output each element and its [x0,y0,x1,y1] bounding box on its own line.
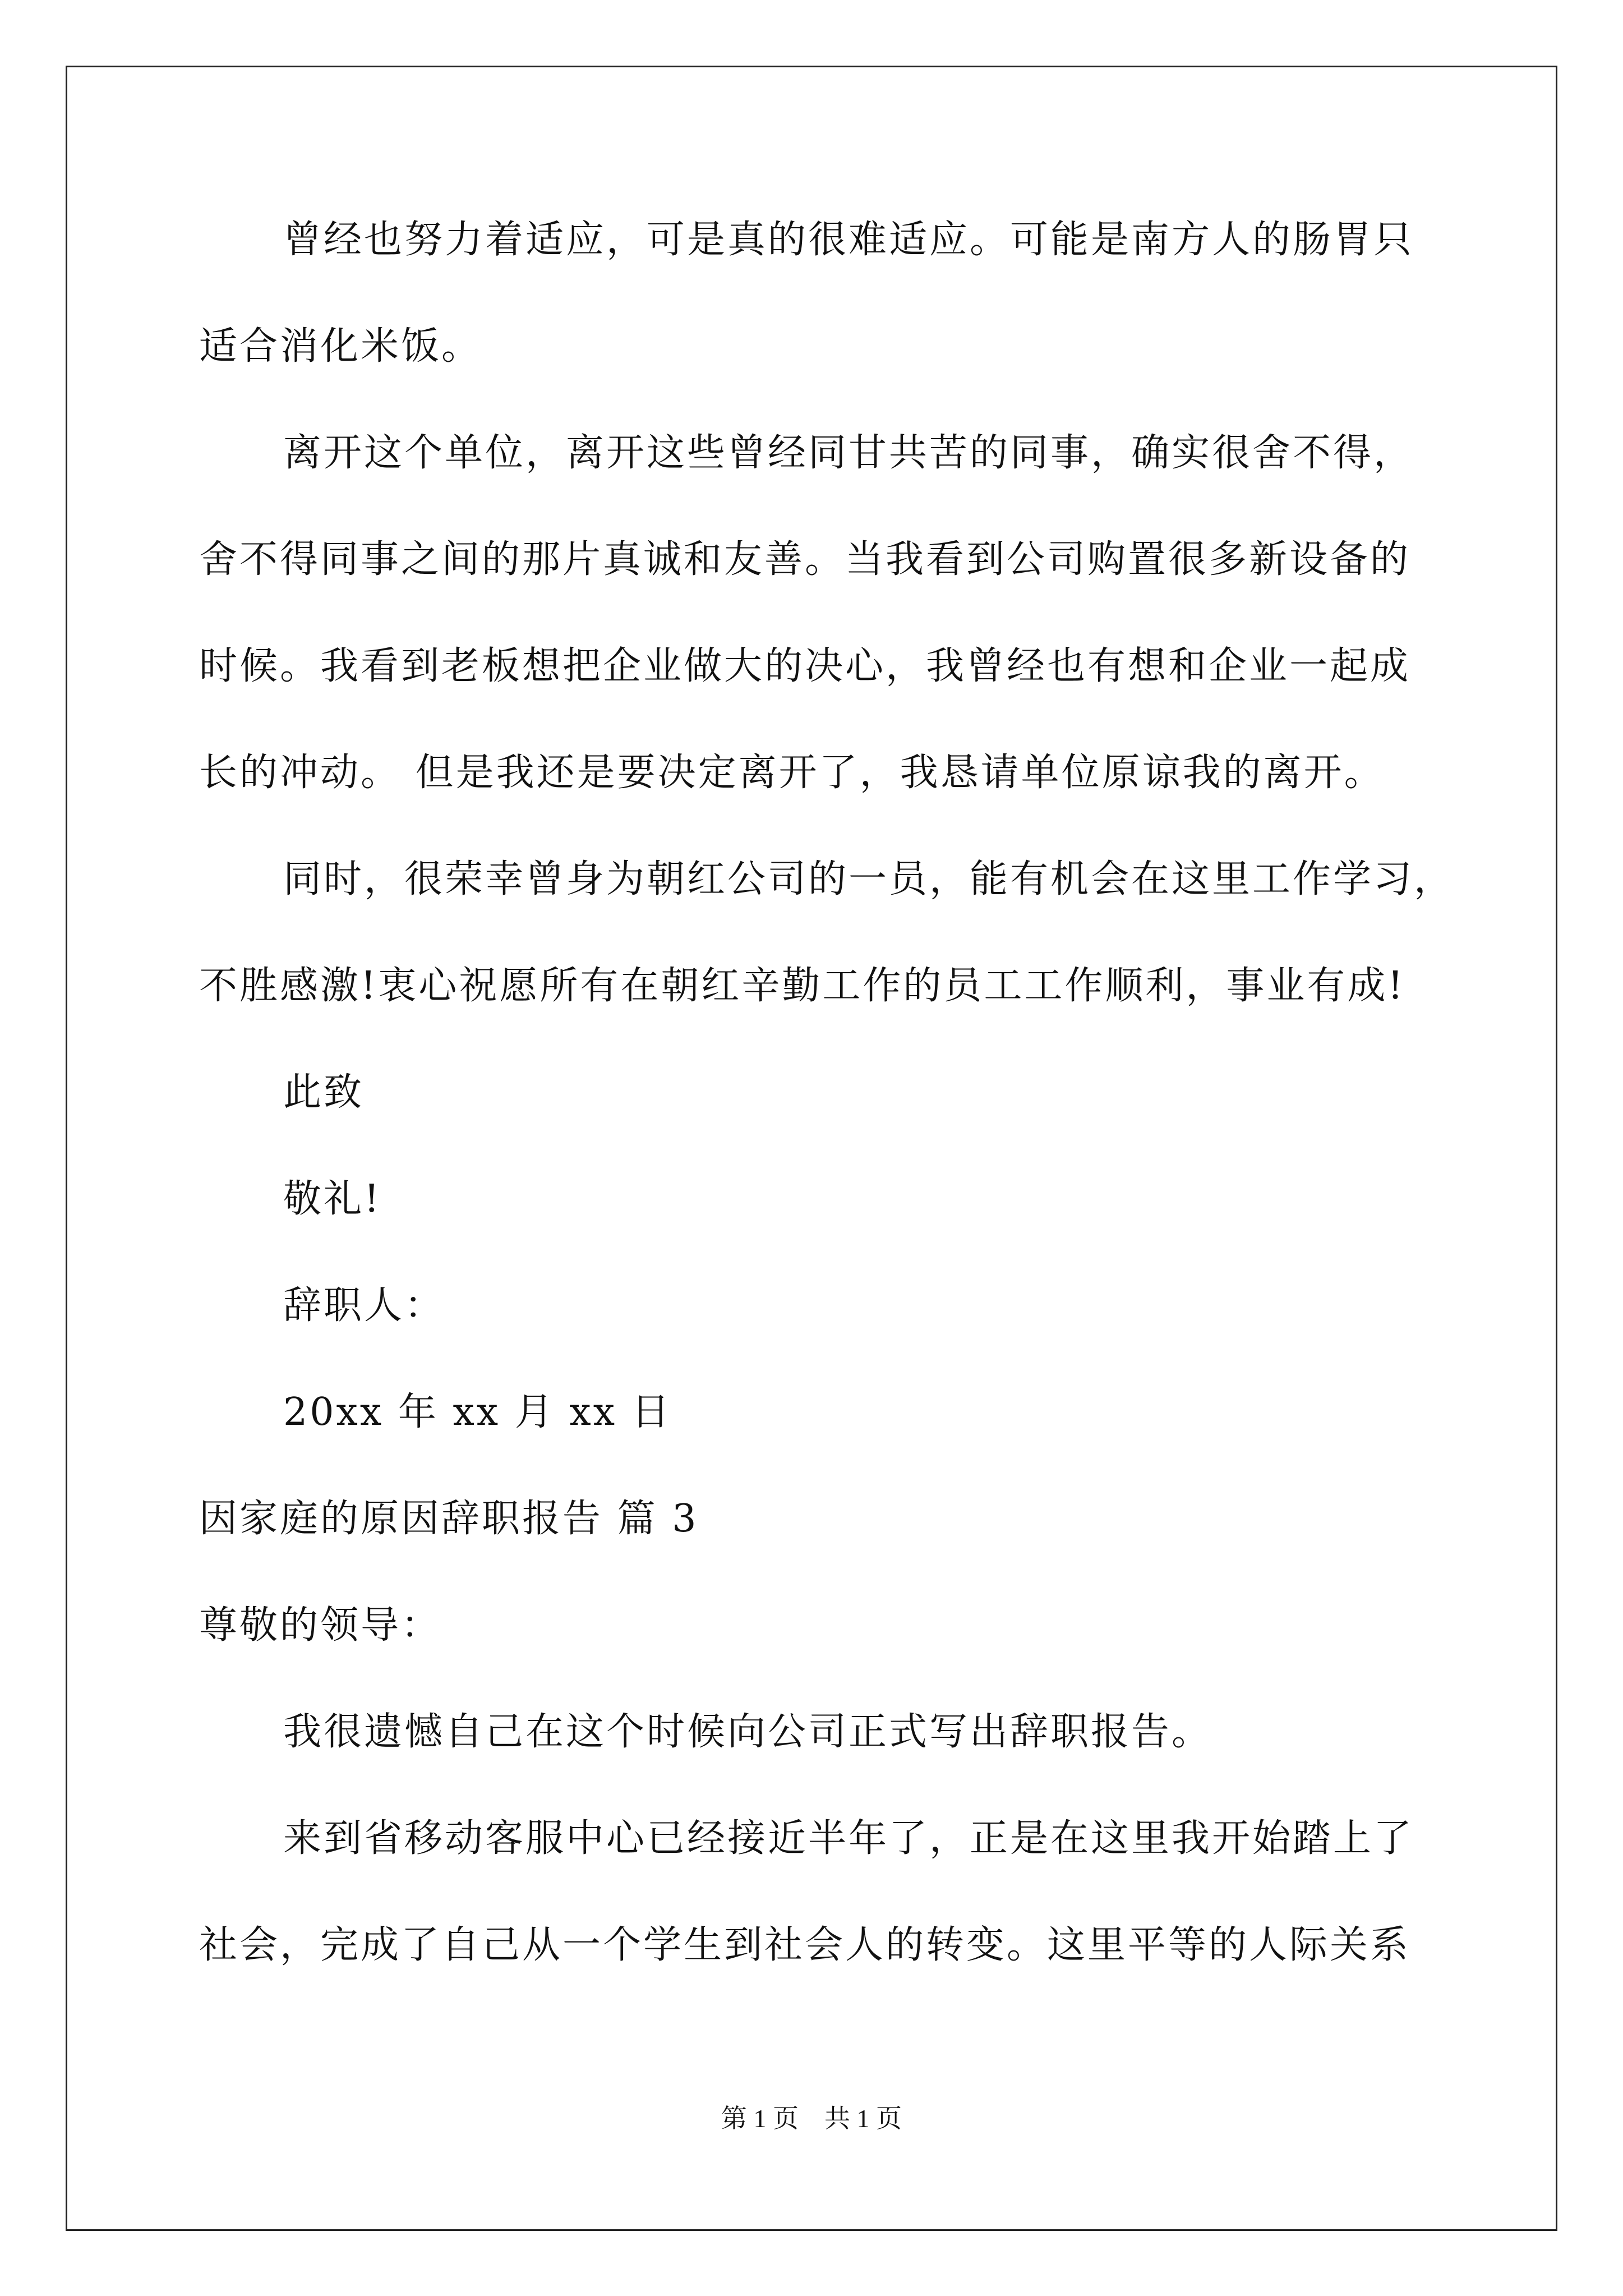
paragraph-line: 我很遗憾自己在这个时候向公司正式写出辞职报告。 [283,1710,1212,1754]
paragraph-line: 来到省移动客服中心已经接近半年了，正是在这里我开始踏上了 [283,1816,1414,1861]
closing-regards: 敬礼! [283,1177,382,1221]
section-heading: 因家庭的原因辞职报告 篇 3 [199,1497,699,1541]
signature-label: 辞职人： [283,1283,445,1328]
paragraph-line: 曾经也努力着适应，可是真的很难适应。可能是南方人的肠胃只 [283,218,1414,262]
letter-greeting: 尊敬的领导： [199,1603,442,1648]
paragraph-line: 时候。我看到老板想把企业做大的决心，我曾经也有想和企业一起成 [199,644,1411,688]
paragraph-line: 不胜感激!衷心祝愿所有在朝红辛勤工作的员工工作顺利，事业有成! [199,964,1405,1008]
paragraph-line: 社会，完成了自己从一个学生到社会人的转变。这里平等的人际关系 [199,1923,1411,1967]
page-footer: 第 1 页 共 1 页 [721,2104,902,2133]
paragraph-line: 离开这个单位，离开这些曾经同甘共苦的同事，确实很舍不得， [283,431,1414,475]
date-line: 20xx 年 xx 月 xx 日 [283,1390,672,1434]
paragraph-line: 长的冲动。 但是我还是要决定离开了，我恳请单位原谅我的离开。 [199,751,1385,795]
paragraph-line: 适合消化米饭。 [199,324,482,369]
document-body [199,213,1455,2025]
closing-salutation: 此致 [283,1070,365,1115]
paragraph-line: 同时，很荣幸曾身为朝红公司的一员，能有机会在这里工作学习， [283,857,1455,901]
paragraph-line: 舍不得同事之间的那片真诚和友善。当我看到公司购置很多新设备的 [199,537,1411,582]
